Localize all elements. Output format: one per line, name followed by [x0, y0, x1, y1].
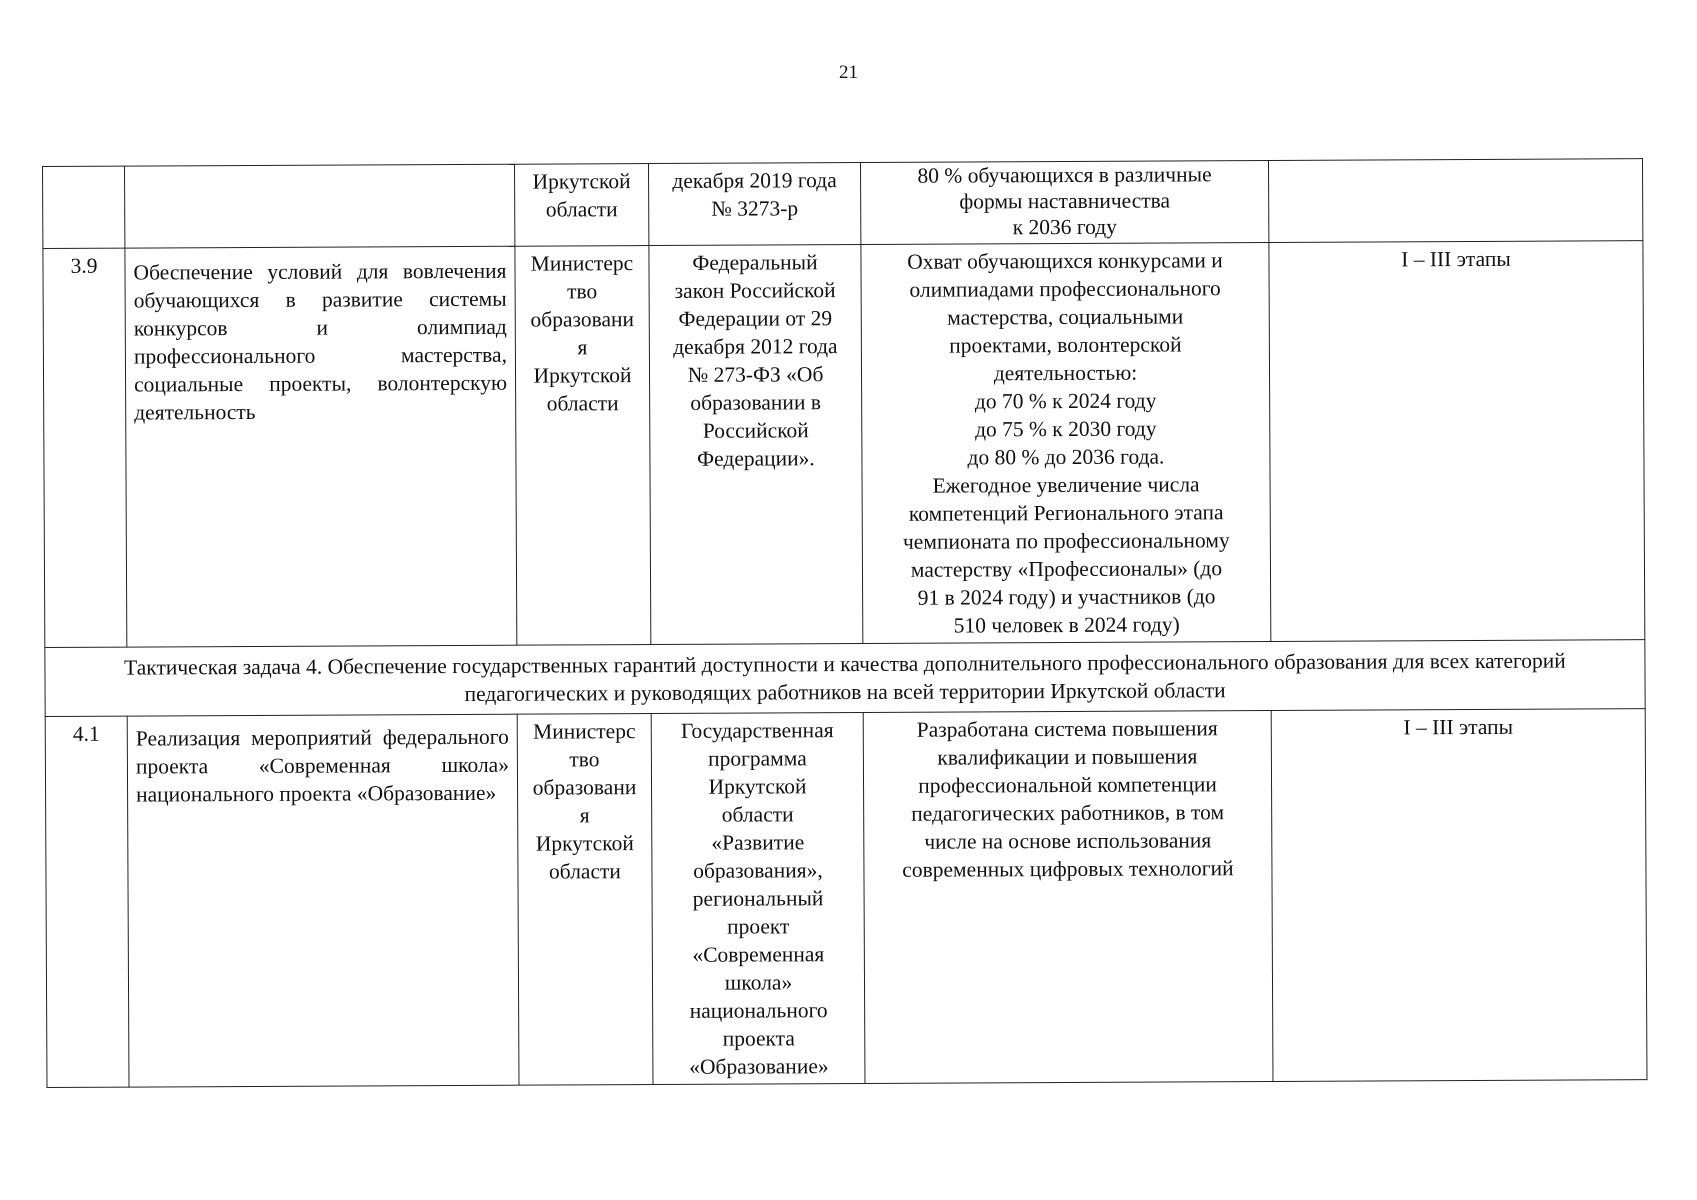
cell-activity: Обеспечение условий для вовлечения обучающихся в развитие системы конкурсов и олимпиад профессионального мастерства, социальные проекты, волонтерскую деятельность [125, 246, 517, 647]
cell-indicator: Охват обучающихся конкурсами и олимпиадами профессионального мастерства, социальными проектами, волонтерской деятельностью: до 70 % к 2024 году до 75 % к 2030 году до 80 % до 2036 года. Ежегодное увеличение числа компетенций Регионального этапа чемпионата по профессиональному мастерству «Профессионалы» (до 91 в 2024 году) и участников (до 510 человек в 2024 году) [861, 243, 1271, 644]
cell-indicator: 80 % обучающихся в различные формы наставничества к 2036 году [860, 161, 1268, 245]
table-row-continuation [43, 159, 1643, 249]
task-row-4 [45, 640, 1645, 717]
cell-period: I – III этапы [1271, 709, 1647, 1082]
table-row-4-1 [45, 709, 1647, 1088]
cell-basis: Государственная программа Иркутской области «Развитие образования», региональный проект «Современная школа» национального проекта «Образование» [651, 712, 865, 1084]
cell-responsible: Министерс тво образовани я Иркутской области [515, 246, 651, 646]
cell-responsible: Иркутской области [514, 164, 648, 247]
table-row-3-9 [43, 241, 1645, 648]
cell-period: I – III этапы [1269, 241, 1645, 642]
cell-indicator: Разработана система повышения квалификации и повышения профессиональной компетенции педагогических работников, в том числе на основе использования современных цифровых технологий [863, 710, 1273, 1083]
cell-basis: Федеральный закон Российской Федерации от 29 декабря 2012 года № 273-ФЗ «Об образовании в Российской Федерации». [649, 244, 863, 644]
cell-responsible: Министерс тво образовани я Иркутской области [517, 714, 653, 1086]
cell-num [43, 166, 125, 248]
measures-table [42, 158, 1647, 1088]
page-number: 21 [839, 62, 858, 83]
cell-period [1268, 159, 1642, 243]
cell-num: 4.1 [45, 716, 129, 1087]
cell-num: 3.9 [43, 248, 127, 647]
task-heading: Тактическая задача 4. Обеспечение государственных гарантий доступности и качества дополнительного профессионального образования для всех категорий педагогических и руководящих работников на всей территории Иркутской области [45, 640, 1645, 717]
cell-basis: декабря 2019 года № 3273-р [648, 163, 860, 246]
cell-activity: Реализация мероприятий федерального проекта «Современная школа» национального проекта «Образование» [127, 714, 519, 1087]
cell-activity [125, 164, 515, 248]
